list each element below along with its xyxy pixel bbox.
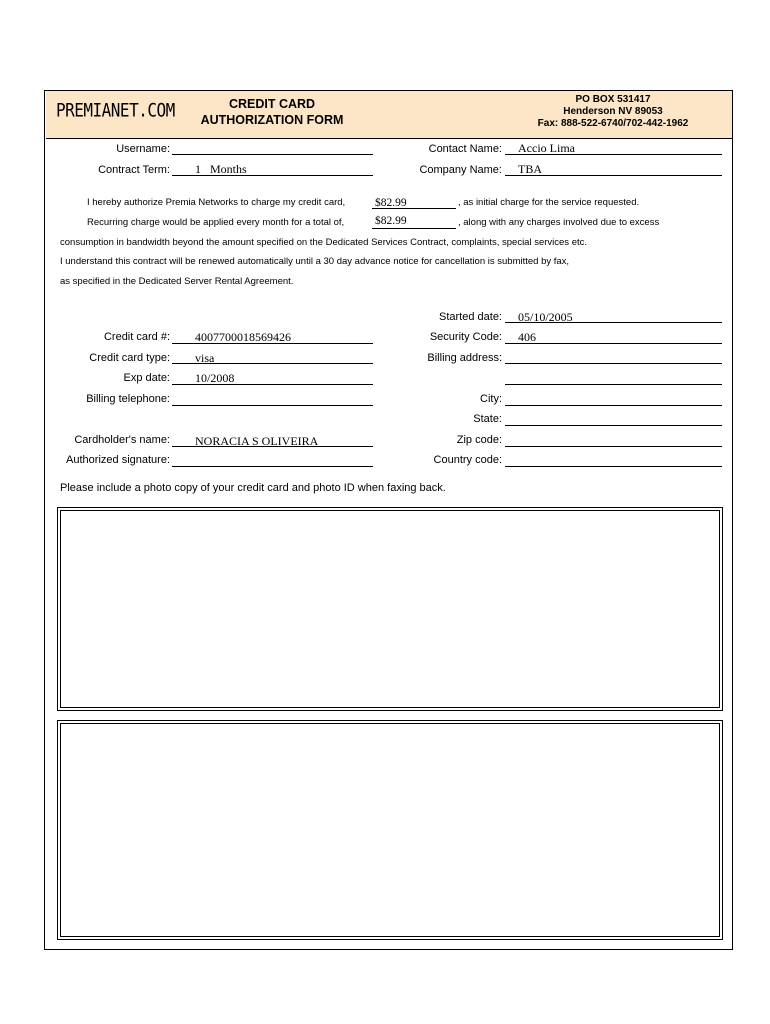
signature-label: Authorized signature:: [66, 454, 170, 466]
form-title-line2: AUTHORIZATION FORM: [200, 113, 344, 127]
cardholder-label: Cardholder's name:: [74, 434, 170, 446]
security-code-value: 406: [518, 330, 536, 344]
city-field[interactable]: [505, 405, 722, 406]
zip-code-field[interactable]: [505, 446, 722, 447]
cardholder-value: NORACIA S OLIVEIRA: [195, 434, 319, 448]
billing-address-field-2[interactable]: [505, 384, 722, 385]
card-type-label: Credit card type:: [89, 352, 170, 364]
address-line3: Fax: 888-522-6740/702-442-1962: [537, 118, 689, 129]
card-number-value: 4007700018569426: [195, 330, 291, 344]
auth-line1-post: , as initial charge for the service requested.: [458, 197, 640, 208]
username-field[interactable]: [172, 154, 373, 155]
address-line1: PO BOX 531417: [575, 94, 651, 105]
contact-name-value: Accio Lima: [518, 141, 575, 155]
company-name-value: TBA: [518, 162, 542, 176]
form-title-line1: CREDIT CARD: [228, 97, 316, 111]
billing-phone-label: Billing telephone:: [86, 393, 170, 405]
card-number-label: Credit card #:: [103, 331, 170, 343]
billing-address-field[interactable]: [505, 363, 722, 364]
country-code-field[interactable]: [505, 466, 722, 467]
initial-charge-value: $82.99: [375, 197, 407, 209]
auth-line4: I understand this contract will be renewed automatically until a 30 day advance notice for cancellation is submitted by fax,: [60, 256, 570, 267]
contract-term-label: Contract Term:: [98, 164, 170, 176]
exp-date-value: 10/2008: [195, 371, 235, 385]
company-name-label: Company Name:: [419, 164, 502, 176]
state-field[interactable]: [505, 425, 722, 426]
username-label: Username:: [116, 143, 170, 155]
photo-id-copy-box: [57, 720, 723, 940]
contract-term-value: 1 Months: [195, 162, 247, 176]
billing-address-label: Billing address:: [427, 352, 502, 364]
auth-line3: consumption in bandwidth beyond the amount specified on the Dedicated Services Contract, complaints, special services etc.: [60, 237, 588, 248]
recurring-charge-field[interactable]: [372, 228, 456, 229]
billing-phone-field[interactable]: [172, 405, 373, 406]
fax-instructions: Please include a photo copy of your credit card and photo ID when faxing back.: [60, 482, 446, 494]
exp-date-label: Exp date:: [123, 372, 170, 384]
city-label: City:: [480, 393, 502, 405]
card-copy-box: [57, 507, 723, 711]
recurring-charge-value: $82.99: [375, 215, 407, 227]
security-code-field[interactable]: [505, 343, 722, 344]
auth-line1-pre: I hereby authorize Premia Networks to charge my credit card,: [87, 197, 346, 208]
address-line2: Henderson NV 89053: [563, 106, 663, 117]
country-code-label: Country code:: [433, 454, 502, 466]
zip-code-label: Zip code:: [456, 434, 502, 446]
auth-line5: as specified in the Dedicated Server Rental Agreement.: [60, 276, 294, 287]
company-address: [520, 94, 706, 130]
contact-name-label: Contact Name:: [428, 143, 502, 155]
started-date-label: Started date:: [439, 311, 502, 323]
security-code-label: Security Code:: [429, 331, 502, 343]
card-type-value: visa: [195, 351, 215, 365]
signature-field[interactable]: [172, 466, 373, 467]
started-date-value: 05/10/2005: [518, 310, 573, 324]
form-title: [186, 96, 358, 128]
state-label: State:: [473, 413, 502, 425]
auth-line2-post: , along with any charges involved due to excess: [458, 217, 660, 228]
company-logo: PREMIANET.COM: [56, 99, 175, 121]
auth-line2-pre: Recurring charge would be applied every month for a total of,: [87, 217, 345, 228]
